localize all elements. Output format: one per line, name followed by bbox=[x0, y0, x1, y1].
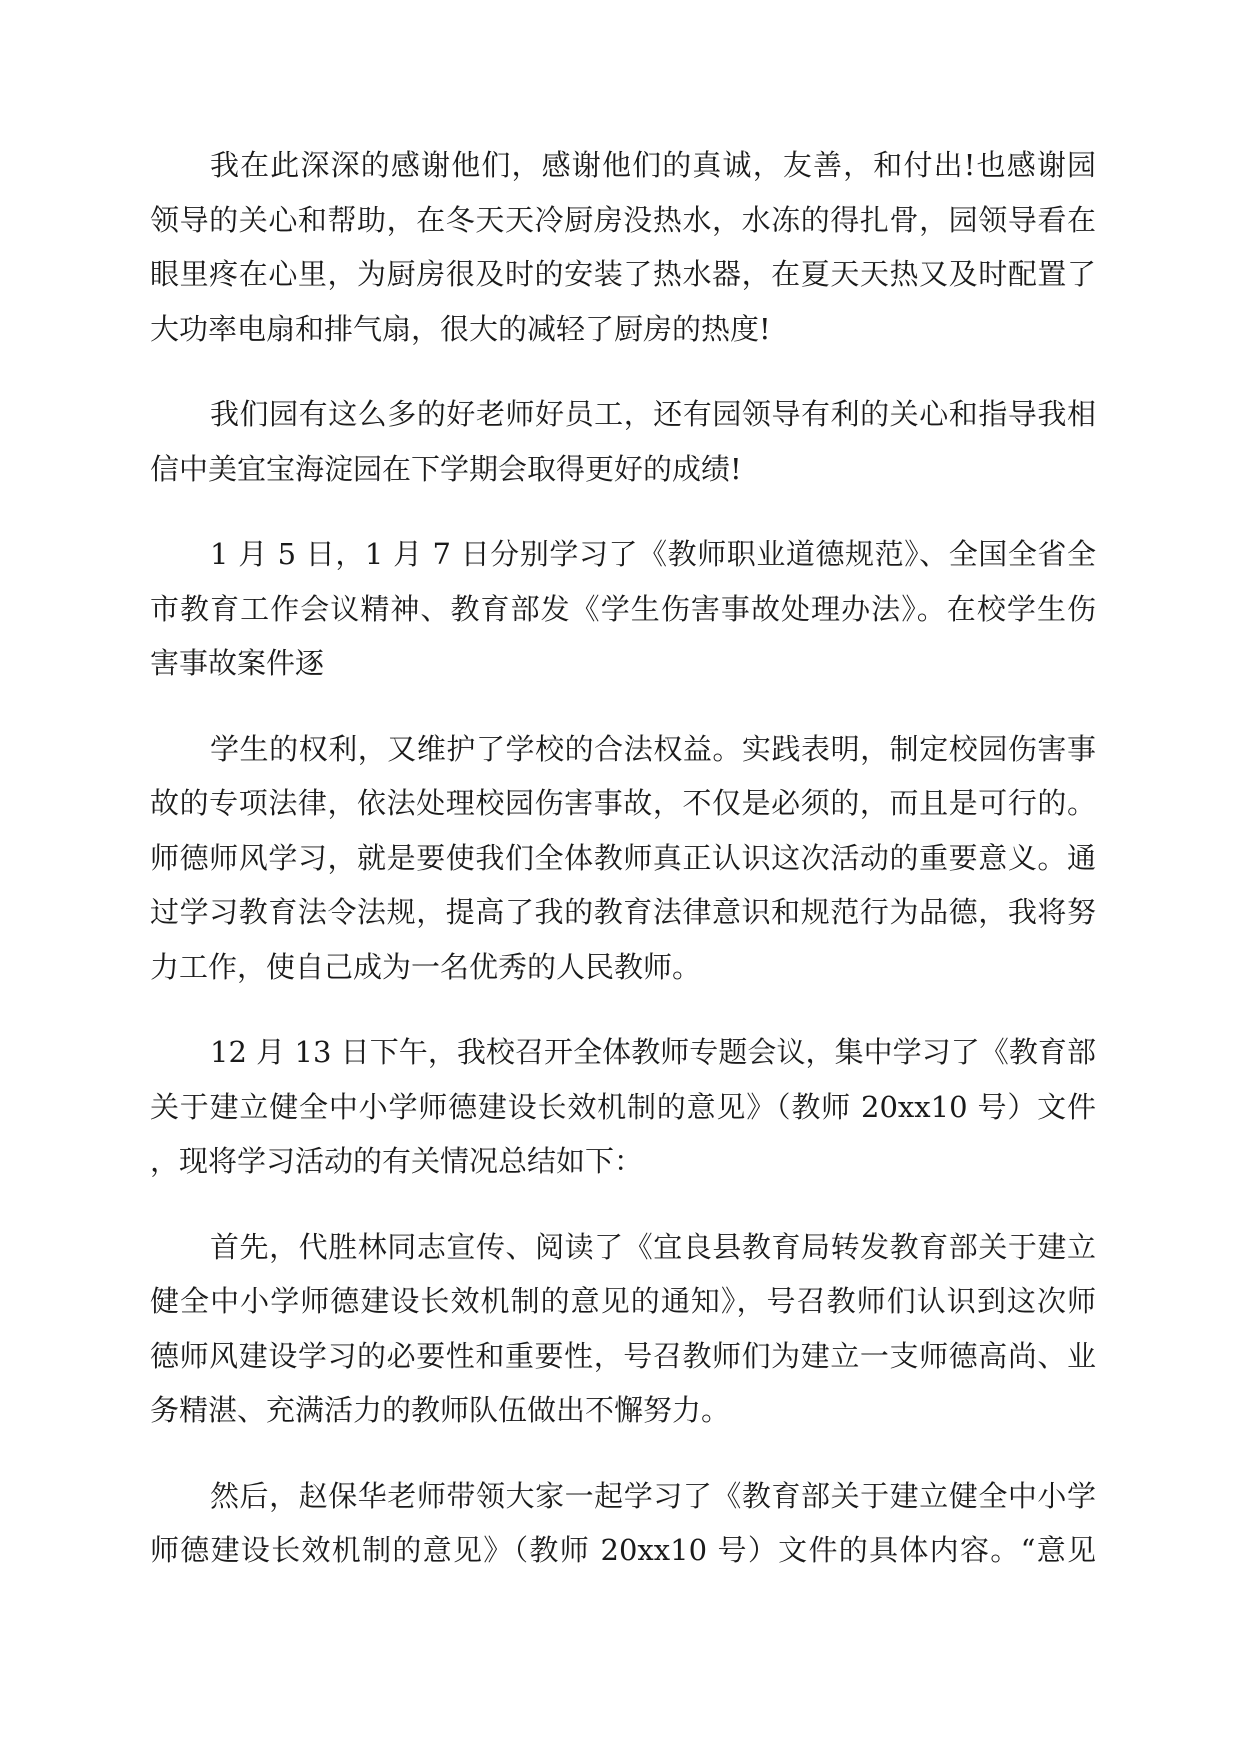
text-line: ，现将学习活动的有关情况总结如下： bbox=[150, 1144, 644, 1178]
text-line: 师德师风学习，就是要使我们全体教师真正认识这次活动的重要意义。通 bbox=[150, 840, 1096, 875]
paragraph-meeting-december bbox=[150, 1025, 1096, 1189]
text-line: 12 月 13 日下午，我校召开全体教师专题会议，集中学习了《教育部 bbox=[210, 1035, 1096, 1069]
paragraph-study-january bbox=[150, 527, 1096, 691]
text-line: 信中美宜宝海淀园在下学期会取得更好的成绩! bbox=[150, 451, 742, 486]
text-line: 关于建立健全中小学师德建设长效机制的意见》（教师 20xx10 号）文件 bbox=[150, 1089, 1096, 1124]
text-line: 务精湛、充满活力的教师队伍做出不懈努力。 bbox=[150, 1393, 731, 1427]
paragraph-student-rights bbox=[150, 722, 1096, 995]
text-line: 故的专项法律，依法处理校园伤害事故，不仅是必须的，而且是可行的。 bbox=[150, 786, 1096, 820]
text-line: 健全中小学师德建设长效机制的意见的通知》，号召教师们认识到这次师 bbox=[150, 1284, 1096, 1318]
paragraph-first-step bbox=[150, 1220, 1096, 1438]
text-line: 我们园有这么多的好老师好员工，还有园领导有利的关心和指导我相 bbox=[210, 397, 1096, 431]
text-line: 害事故案件逐 bbox=[150, 646, 325, 680]
text-line: 我在此深深的感谢他们，感谢他们的真诚，友善，和付出!也感谢园 bbox=[210, 148, 1096, 182]
paragraph-outlook bbox=[150, 387, 1096, 496]
text-line: 过学习教育法令法规，提高了我的教育法律意识和规范行为品德，我将努 bbox=[150, 895, 1096, 929]
text-line: 大功率电扇和排气扇，很大的减轻了厨房的热度! bbox=[150, 311, 771, 346]
text-line: 师德建设长效机制的意见》（教师 20xx10 号）文件的具体内容。“意见 bbox=[150, 1533, 1096, 1567]
text-line: 然后，赵保华老师带领大家一起学习了《教育部关于建立健全中小学 bbox=[210, 1478, 1096, 1513]
paragraph-thanks bbox=[150, 138, 1096, 356]
paragraph-then-step bbox=[150, 1469, 1096, 1578]
text-line: 1 月 5 日，1 月 7 日分别学习了《教师职业道德规范》、全国全省全 bbox=[210, 537, 1096, 571]
text-line: 力工作，使自己成为一名优秀的人民教师。 bbox=[150, 949, 702, 984]
text-line: 德师风建设学习的必要性和重要性，号召教师们为建立一支师德高尚、业 bbox=[150, 1338, 1096, 1373]
text-line: 领导的关心和帮助，在冬天天冷厨房没热水，水冻的得扎骨，园领导看在 bbox=[150, 202, 1096, 237]
document-body bbox=[150, 138, 1096, 1609]
text-line: 学生的权利，又维护了学校的合法权益。实践表明，制定校园伤害事 bbox=[210, 731, 1096, 766]
text-line: 眼里疼在心里，为厨房很及时的安装了热水器，在夏天天热又及时配置了 bbox=[150, 257, 1096, 291]
text-line: 首先，代胜林同志宣传、阅读了《宜良县教育局转发教育部关于建立 bbox=[210, 1229, 1096, 1264]
text-line: 市教育工作会议精神、教育部发《学生伤害事故处理办法》。在校学生伤 bbox=[150, 591, 1096, 626]
